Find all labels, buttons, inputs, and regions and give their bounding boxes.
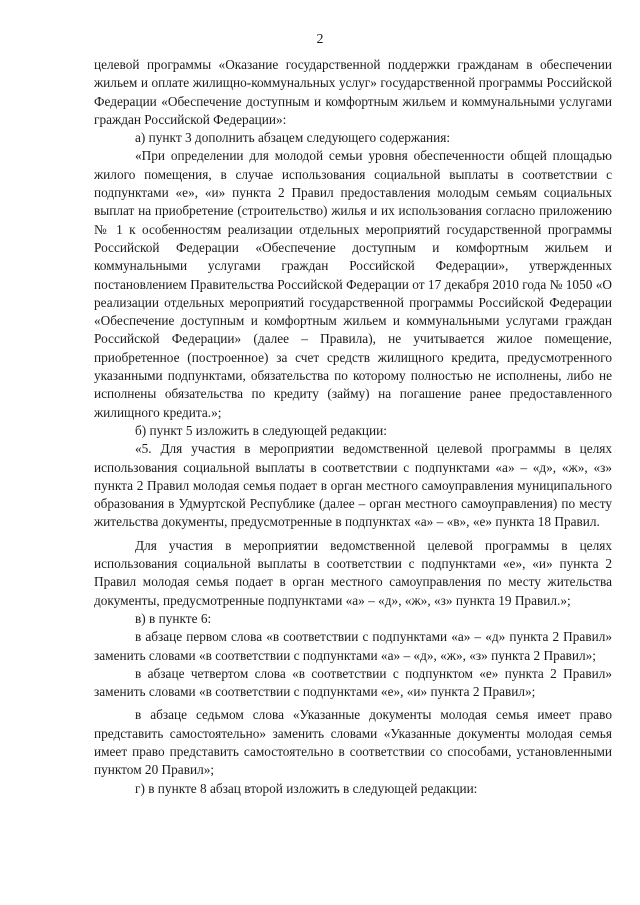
document-body	[94, 56, 612, 798]
paragraph-v-2: в абзаце четвертом слова «в соответствии с подпунктом «е» пункта 2 Правил» заменить словами «в соответствии с подпунктами «е», «и» пункта 2 Правил»;	[94, 665, 612, 700]
paragraph-v-1: в абзаце первом слова «в соответствии с подпунктами «а» – «д» пункта 2 Правил» заменить словами «в соответствии с подпунктами «а» – «д», «ж», «з» пункта 2 Правил»;	[94, 629, 612, 663]
paragraph-item-g: г) в пункте 8 абзац второй изложить в следующей редакции:	[135, 780, 478, 796]
paragraph-v-3: в абзаце седьмом слова «Указанные документы молодая семья имеет право представить самостоятельно» заменить словами «Указанные документы молодая семья имеет право представить самостоятельно в соответствии со способами, установленными пунктом 20 Правил»;	[94, 707, 612, 778]
paragraph-item-b: б) пункт 5 изложить в следующей редакции:	[135, 422, 387, 438]
page-number: 2	[316, 32, 324, 47]
paragraph-quote-5-cont: Для участия в мероприятии ведомственной целевой программы в целях использования социальной выплаты в соответствии с подпунктами «е», «и» пункта 2 Правил молодая семья подает в орган местного самоуправления по месту жительства документы, предусмотренные подпунктами «а» – «д», «ж», «з» пункта 19 Правил.»;	[94, 537, 612, 608]
paragraph-item-v: в) в пункте 6:	[135, 610, 212, 626]
paragraph-item-a: а) пункт 3 дополнить абзацем следующего содержания:	[135, 130, 451, 146]
paragraph-quote-a: «При определении для молодой семьи уровня обеспеченности общей площадью жилого помещения, в случае использования социальной выплаты в соответствии с подпунктами «е», «и» пункта 2 Правил предоставления молодым семьям социальных выплат на приобретение (строительство) жилья и их использования согласно приложению № 1 к особенностям реализации отдельных мероприятий государственной программы Российской Федерации «Обеспечение доступным и комфортным жильем и коммунальными услугами граждан Российской Федерации», утвержденных постановлением Правительства Российской Федерации от 17 декабря 2010 года № 1050 «О реализации отдельных мероприятий государственной программы Российской Федерации «Обеспечение доступным и комфортным жильем и коммунальными услугами граждан Российской Федерации» (далее – Правила), не учитывается жилое помещение, приобретенное (построенное) за счет средств жилищного кредита, предусмотренного указанными подпунктами, обязательства по которому полностью не исполнены, либо не исполнены обязательства по кредиту (займу) на погашение ранее предоставленного жилищного кредита.»;	[94, 148, 612, 420]
paragraph-intro: целевой программы «Оказание государственной поддержки гражданам в обеспечении жильем и оплате жилищно-коммунальных услуг» государственной программы Российской Федерации «Обеспечение доступным и комфортным жильем и коммунальными услугами граждан Российской Федерации»:	[94, 57, 612, 127]
paragraph-quote-5: «5. Для участия в мероприятии ведомственной целевой программы в целях использования социальной выплаты в соответствии с подпунктами «а» – «д», «ж», «з» пункта 2 Правил молодая семья подает в орган местного самоуправления муниципального образования в Удмуртской Республике (далее – орган местного самоуправления) по месту жительства документы, предусмотренные в подпунктах «а» – «в», «е» пункта 18 Правил.	[94, 441, 612, 530]
